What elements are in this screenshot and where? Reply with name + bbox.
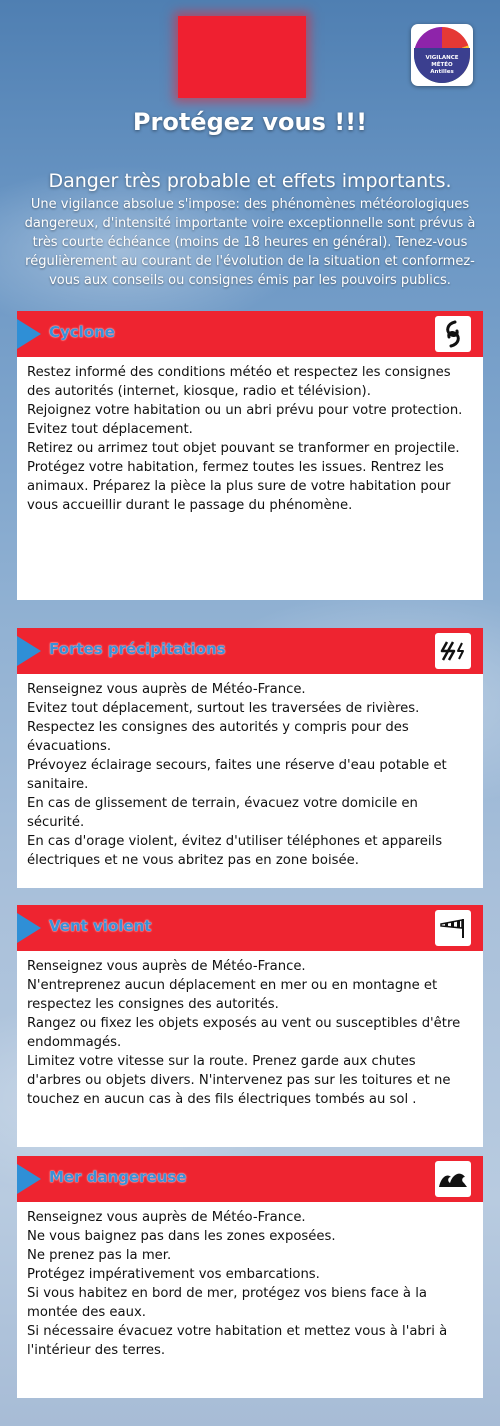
section-title: Mer dangereuse (49, 1168, 187, 1186)
advice-line: Rangez ou fixez les objets exposés au vent ou susceptibles d'être endommagés. (27, 1016, 461, 1050)
page-title: Protégez vous !!! (132, 108, 368, 136)
advice-line: Si nécessaire évacuez votre habitation et mettez vous à l'abri à l'intérieur des terres. (27, 1324, 448, 1358)
waves-icon (435, 1161, 471, 1197)
advice-line: Renseignez vous auprès de Météo-France. (27, 1210, 306, 1225)
advice-line: En cas d'orage violent, évitez d'utiliser téléphones et appareils électriques et ne vous abritez pas en zone boisée. (27, 834, 443, 868)
section-header (17, 628, 483, 674)
advice-line: Evitez tout déplacement. (27, 422, 193, 437)
cyclone-icon (435, 316, 471, 352)
section-body (17, 1202, 483, 1398)
advice-line: Ne prenez pas la mer. (27, 1248, 172, 1263)
rain-storm-icon (435, 633, 471, 669)
advice-line: Renseignez vous auprès de Météo-France. (27, 682, 306, 697)
logo-band (414, 48, 470, 83)
section-title: Fortes précipitations (49, 640, 226, 658)
arrow-marker-icon (17, 319, 41, 349)
section-body (17, 951, 483, 1147)
logo-line-2: MÉTÉO (431, 62, 453, 68)
section-title: Cyclone (49, 323, 115, 341)
advice-line: Ne vous baignez pas dans les zones exposées. (27, 1229, 336, 1244)
logo-line-3: Antilles (430, 69, 454, 75)
advice-line: Respectez les consignes des autorités y compris pour des évacuations. (27, 720, 409, 754)
section-header (17, 311, 483, 357)
advice-line: Limitez votre vitesse sur la route. Prenez garde aux chutes d'arbres ou objets divers. N'intervenez pas sur les toitures et ne touchez en aucun cas à des fils électriques tombés au sol . (27, 1054, 451, 1107)
section-header (17, 905, 483, 951)
advice-line: Retirez ou arrimez tout objet pouvant se tranformer en projectile. (27, 441, 460, 456)
advice-line: Rejoignez votre habitation ou un abri prévu pour votre protection. (27, 403, 463, 418)
section-header (17, 1156, 483, 1202)
advice-line: Protégez votre habitation, fermez toutes les issues. Rentrez les animaux. Préparez la pièce la plus sure de votre habitation pour vous accueillir durant le passage du phénomène. (27, 460, 451, 513)
advice-line: N'entreprenez aucun déplacement en mer ou en montagne et respectez les consignes des autorités. (27, 978, 438, 1012)
danger-subtitle: Danger très probable et effets importants. (48, 170, 452, 192)
section-body (17, 674, 483, 888)
advice-line: Evitez tout déplacement, surtout les traversées de rivières. (27, 701, 420, 716)
advice-line: En cas de glissement de terrain, évacuez votre domicile en sécurité. (27, 796, 418, 830)
section-body (17, 357, 483, 600)
arrow-marker-icon (17, 913, 41, 943)
arrow-marker-icon (17, 636, 41, 666)
section-title: Vent violent (49, 917, 152, 935)
advice-line: Si vous habitez en bord de mer, protégez vos biens face à la montée des eaux. (27, 1286, 427, 1320)
advice-line: Prévoyez éclairage secours, faites une réserve d'eau potable et sanitaire. (27, 758, 447, 792)
windsock-icon (435, 910, 471, 946)
section-fortes-precipitations (17, 628, 483, 888)
section-mer-dangereuse (17, 1156, 483, 1398)
advice-line: Protégez impérativement vos embarcations. (27, 1267, 320, 1282)
vigilance-red-square (178, 16, 306, 98)
advice-line: Restez informé des conditions météo et respectez les consignes des autorités (internet, kiosque, radio et télévision). (27, 365, 451, 399)
arrow-marker-icon (17, 1164, 41, 1194)
logo-line-1: VIGILANCE (425, 55, 459, 61)
section-vent-violent (17, 905, 483, 1147)
intro-paragraph: Une vigilance absolue s'impose: des phénomènes météorologiques dangereux, d'intensité importante voire exceptionnelle sont prévus à très courte échéance (moins de 18 heures en général). Tenez-vous régulièrement au courant de l'évolution de la situation et conformez-vous aux conseils ou consignes émis par les pouvoirs publics. (24, 197, 476, 288)
section-cyclone (17, 311, 483, 600)
vigilance-meteo-logo (411, 24, 473, 86)
advice-line: Renseignez vous auprès de Météo-France. (27, 959, 306, 974)
